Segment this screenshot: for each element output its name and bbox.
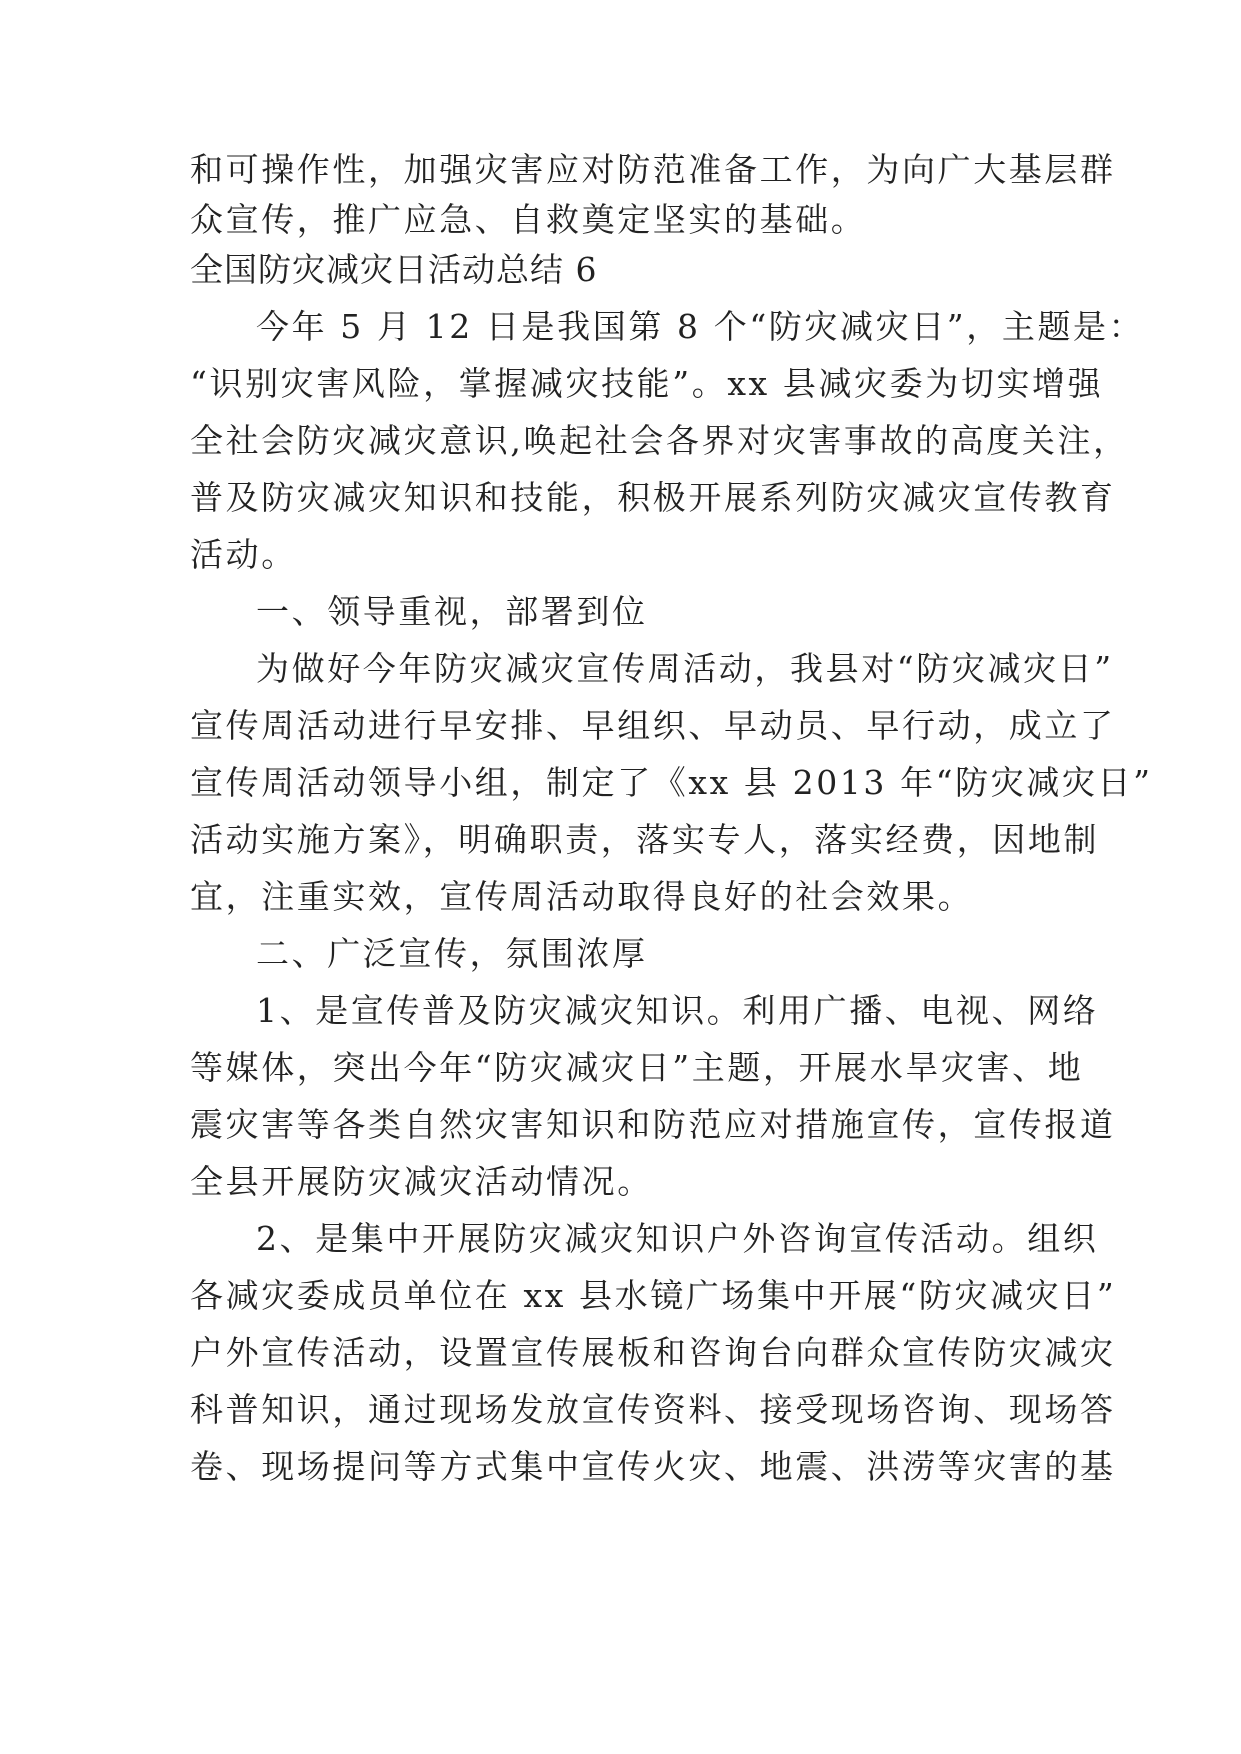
subheading: 二、广泛宣传，氛围浓厚	[256, 934, 648, 973]
text-line: 和可操作性，加强灾害应对防范准备工作，为向广大基层群	[190, 150, 1116, 189]
text-line: 宜，注重实效，宣传周活动取得良好的社会效果。	[190, 877, 974, 916]
text-line: 2、是集中开展防灾减灾知识户外咨询宣传活动。组织	[256, 1219, 1099, 1258]
text-line: 今年 5 月 12 日是我国第 8 个“防灾减灾日”，主题是：	[256, 307, 1145, 346]
text-line: 活动。	[190, 535, 297, 574]
text-line: 各减灾委成员单位在 xx 县水镜广场集中开展“防灾减灾日”	[190, 1276, 1117, 1315]
text-line: 活动实施方案》，明确职责，落实专人，落实经费，因地制	[190, 820, 1100, 859]
text-line: 普及防灾减灾知识和技能，积极开展系列防灾减灾宣传教育	[190, 478, 1116, 517]
text-line: 众宣传，推广应急、自救奠定坚实的基础。	[190, 200, 867, 239]
text-line: 1、是宣传普及防灾减灾知识。利用广播、电视、网络	[256, 991, 1099, 1030]
section-title: 全国防灾减灾日活动总结 6	[190, 250, 598, 289]
text-line: 全县开展防灾减灾活动情况。	[190, 1162, 653, 1201]
text-line: “识别灾害风险，掌握减灾技能”。xx 县减灾委为切实增强	[190, 364, 1104, 403]
text-line: 全社会防灾减灾意识,唤起社会各界对灾害事故的高度关注，	[190, 421, 1129, 460]
text-line: 科普知识，通过现场发放宣传资料、接受现场咨询、现场答	[190, 1390, 1116, 1429]
text-line: 宣传周活动领导小组，制定了《xx 县 2013 年“防灾减灾日”	[190, 763, 1153, 802]
text-line: 卷、现场提问等方式集中宣传火灾、地震、洪涝等灾害的基	[190, 1447, 1116, 1486]
text-line: 户外宣传活动，设置宣传展板和咨询台向群众宣传防灾减灾	[190, 1333, 1116, 1372]
text-line: 震灾害等各类自然灾害知识和防范应对措施宣传，宣传报道	[190, 1105, 1116, 1144]
subheading: 一、领导重视，部署到位	[256, 592, 648, 631]
text-line: 等媒体，突出今年“防灾减灾日”主题，开展水旱灾害、地	[190, 1048, 1084, 1087]
text-line: 宣传周活动进行早安排、早组织、早动员、早行动，成立了	[190, 706, 1116, 745]
text-line: 为做好今年防灾减灾宣传周活动，我县对“防灾减灾日”	[256, 649, 1114, 688]
